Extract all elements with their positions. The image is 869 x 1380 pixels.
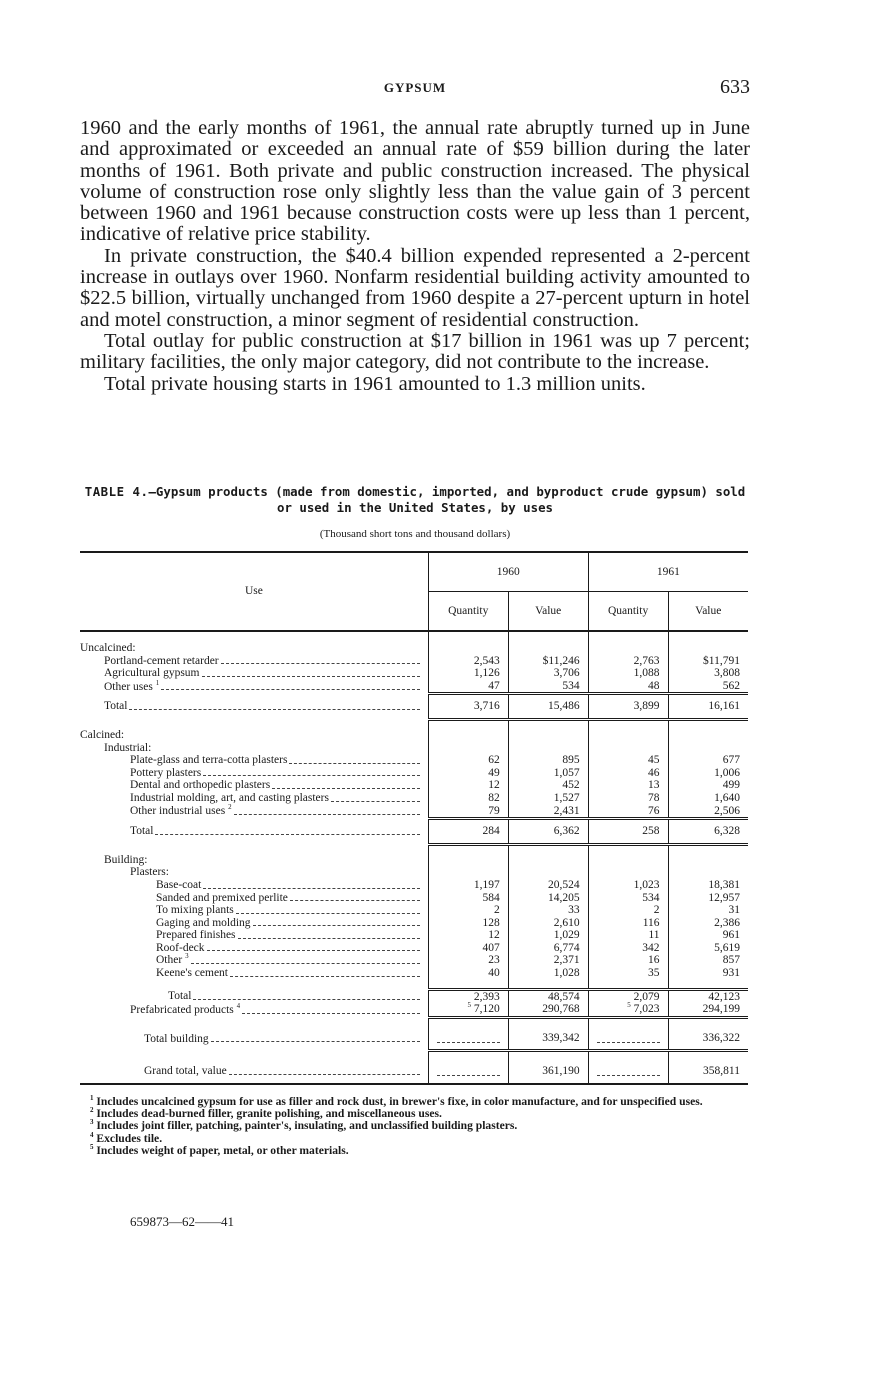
cell-value-1961: 2,506: [668, 805, 748, 819]
row-label: Other industrial uses: [130, 805, 226, 818]
cell-value-1960: 20,524: [508, 879, 588, 892]
table-row-total: [80, 1027, 748, 1051]
table-row-total: [80, 989, 748, 1003]
table-caption-text: —Gypsum products (made from domestic, imported, and byproduct crude gypsum) sold or used in the United States, by uses: [148, 484, 746, 515]
cell-value-1960: 3,706: [508, 667, 588, 680]
cell-quantity-1961: 1,023: [588, 879, 668, 892]
cell-value-1960: 33: [508, 904, 588, 917]
cell-value-1960: 6,362: [508, 819, 588, 845]
cell-value-1960: 361,190: [508, 1060, 588, 1084]
cell-value-1961: 358,811: [668, 1060, 748, 1084]
footnote-mark: 3: [185, 952, 189, 961]
cell-value-1961: 562: [668, 680, 748, 694]
footnote-mark: 2: [228, 803, 232, 812]
cell-value-1960: 895: [508, 754, 588, 767]
cell-quantity-1960: 82: [428, 792, 508, 805]
cell-quantity-1960: [428, 1027, 508, 1051]
cell-value-1960: 2,371: [508, 954, 588, 967]
table-row: [80, 667, 748, 680]
col-header-1960: 1960: [428, 552, 588, 592]
cell-value-1961: 1,006: [668, 767, 748, 780]
cell-value-1961: 1,640: [668, 792, 748, 805]
cell-quantity-1961: 2,079: [588, 989, 668, 1003]
table-row-total: [80, 694, 748, 720]
cell-value-1961: 18,381: [668, 879, 748, 892]
row-label: Other uses: [104, 680, 153, 693]
footnote-mark: 5: [90, 1142, 94, 1151]
row-label: Total: [104, 700, 128, 713]
cell-text: 7,120: [473, 1003, 500, 1016]
table-row-total: [80, 819, 748, 845]
footnote-mark: 4: [236, 1002, 241, 1011]
subsection-heading: Building:: [104, 853, 148, 866]
cell-quantity-1961: 116: [588, 917, 668, 930]
cell-value-1960: 452: [508, 779, 588, 792]
cell-value-1961: 294,199: [668, 1003, 748, 1017]
row-label: Dental and orthopedic plasters: [130, 779, 271, 792]
cell-quantity-1960: 62: [428, 754, 508, 767]
table-row-grand-total: [80, 1060, 748, 1084]
cell-value-1960: 339,342: [508, 1027, 588, 1051]
cell-value-1960: 2,431: [508, 805, 588, 819]
table-row: [80, 879, 748, 892]
cell-quantity-1960: [428, 1060, 508, 1084]
footnote-mark: 1: [90, 1094, 94, 1103]
row-label: Plate-glass and terra-cotta plasters: [130, 754, 288, 767]
footnote-mark: 2: [90, 1106, 94, 1115]
cell-value-1961: 6,328: [668, 819, 748, 845]
page-header: [80, 78, 750, 104]
cell-value-1961: 3,808: [668, 667, 748, 680]
cell-quantity-1960: 1,126: [428, 667, 508, 680]
table-row: [80, 767, 748, 780]
cell-quantity-1960: 1,197: [428, 879, 508, 892]
cell-value-1960: 15,486: [508, 694, 588, 720]
cell-value-1960: 2,610: [508, 917, 588, 930]
cell-quantity-1960: 12: [428, 779, 508, 792]
cell-quantity-1960: 2,393: [428, 989, 508, 1003]
cell-value-1961: 677: [668, 754, 748, 767]
cell-value-1961: $11,791: [668, 655, 748, 668]
cell-value-1961: 31: [668, 904, 748, 917]
footnote-text: Includes weight of paper, metal, or other materials.: [96, 1143, 349, 1157]
cell-value-1961: 5,619: [668, 942, 748, 955]
cell-quantity-1961: [588, 1027, 668, 1051]
table-row: [80, 805, 748, 819]
cell-value-1961: 12,957: [668, 892, 748, 905]
section-heading: Uncalcined:: [80, 642, 136, 654]
table-row: [80, 754, 748, 767]
row-label: Portland-cement retarder: [104, 654, 219, 667]
row-label: Prefabricated products: [130, 1004, 234, 1016]
table-row: [80, 642, 748, 655]
subsection-heading: Plasters:: [130, 866, 169, 879]
cell-value-1960: 1,028: [508, 967, 588, 980]
table-label: TABLE 4.: [84, 484, 149, 499]
table-row: [80, 929, 748, 942]
cell-value-1960: 6,774: [508, 942, 588, 955]
cell-quantity-1960: 47: [428, 680, 508, 694]
cell-quantity-1960: 128: [428, 917, 508, 930]
row-label: Sanded and premixed perlite: [156, 891, 288, 904]
row-label: To mixing plants: [156, 904, 234, 917]
cell-quantity-1961: [588, 1003, 668, 1017]
footnote-mark: 5: [467, 1001, 471, 1010]
cell-value-1961: 931: [668, 967, 748, 980]
col-header-quantity: Quantity: [428, 592, 508, 632]
row-label: Total: [168, 989, 192, 1002]
cell-quantity-1961: 342: [588, 942, 668, 955]
cell-quantity-1961: [588, 1060, 668, 1084]
cell-quantity-1960: 49: [428, 767, 508, 780]
cell-quantity-1961: 16: [588, 954, 668, 967]
cell-value-1961: 42,123: [668, 989, 748, 1003]
footnote-text: Excludes tile.: [96, 1131, 163, 1145]
cell-value-1960: $11,246: [508, 655, 588, 668]
row-label: Roof-deck: [156, 941, 205, 954]
table-row: [80, 917, 748, 930]
cell-quantity-1960: 584: [428, 892, 508, 905]
cell-quantity-1960: 23: [428, 954, 508, 967]
cell-quantity-1961: 13: [588, 779, 668, 792]
row-label: Keene's cement: [156, 967, 228, 980]
cell-value-1961: 857: [668, 954, 748, 967]
cell-quantity-1961: 1,088: [588, 667, 668, 680]
cell-quantity-1961: 11: [588, 929, 668, 942]
cell-quantity-1961: 2,763: [588, 655, 668, 668]
cell-quantity-1960: 284: [428, 819, 508, 845]
cell-value-1960: 1,029: [508, 929, 588, 942]
cell-quantity-1960: 3,716: [428, 694, 508, 720]
cell-value-1960: 14,205: [508, 892, 588, 905]
cell-quantity-1960: 2: [428, 904, 508, 917]
cell-value-1961: 499: [668, 779, 748, 792]
col-header-value: Value: [668, 592, 748, 632]
row-label: Base-coat: [156, 878, 202, 891]
footnote-mark: 1: [155, 678, 160, 687]
footnote-mark: 3: [90, 1118, 94, 1127]
footnote-mark: 5: [627, 1001, 631, 1010]
cell-quantity-1960: 12: [428, 929, 508, 942]
body-text: [80, 118, 750, 395]
cell-value-1961: 336,322: [668, 1027, 748, 1051]
cell-quantity-1960: 2,543: [428, 655, 508, 668]
table-subcaption: (Thousand short tons and thousand dollars): [319, 528, 511, 540]
cell-quantity-1961: 35: [588, 967, 668, 980]
cell-value-1961: 16,161: [668, 694, 748, 720]
subsection-heading: Industrial:: [104, 741, 152, 754]
cell-value-1960: 1,527: [508, 792, 588, 805]
table-row: [80, 967, 748, 980]
footnotes: [80, 1096, 750, 1157]
table-caption: [80, 484, 750, 516]
row-label: Grand total, value: [144, 1065, 227, 1078]
cell-value-1961: 2,386: [668, 917, 748, 930]
row-label: Gaging and molding: [156, 916, 251, 929]
cell-value-1960: 48,574: [508, 989, 588, 1003]
row-label: Prepared finishes: [156, 929, 236, 942]
print-code: 659873—62——41: [130, 1214, 234, 1229]
cell-value-1960: 1,057: [508, 767, 588, 780]
table-row: [80, 1003, 748, 1017]
table-row: [80, 742, 748, 755]
footnote: [80, 1142, 750, 1157]
row-label: Industrial molding, art, and casting plasters: [130, 791, 329, 804]
table-row: [80, 729, 748, 742]
cell-value-1960: 290,768: [508, 1003, 588, 1017]
cell-quantity-1960: [428, 1003, 508, 1017]
footnote-text: Includes joint filler, patching, painter's, insulating, and unclassified building plasters.: [96, 1119, 518, 1133]
cell-quantity-1961: 76: [588, 805, 668, 819]
running-title: GYPSUM: [383, 80, 447, 95]
cell-quantity-1961: 48: [588, 680, 668, 694]
cell-quantity-1961: 46: [588, 767, 668, 780]
table-row: [80, 954, 748, 967]
row-label: Total: [130, 825, 154, 838]
cell-quantity-1961: 78: [588, 792, 668, 805]
row-label: Total building: [144, 1032, 209, 1045]
table-row: [80, 866, 748, 879]
table-row: [80, 892, 748, 905]
table-row: [80, 680, 748, 694]
cell-quantity-1961: 2: [588, 904, 668, 917]
table-row: [80, 779, 748, 792]
row-label: Agricultural gypsum: [104, 667, 200, 680]
section-heading: Calcined:: [80, 728, 125, 741]
paragraph: Total private housing starts in 1961 amounted to 1.3 million units.: [104, 372, 646, 395]
cell-quantity-1961: 3,899: [588, 694, 668, 720]
col-header-quantity: Quantity: [588, 592, 668, 632]
paragraph: In private construction, the $40.4 billion expended represented a 2-percent increase in outlays over 1960. Nonfarm residential building activity amounted to $22.5 billion, virtually unchanged from 1960 despite a 27-percent upturn in hotel and motel construction, a minor segment of residential construction.: [80, 244, 750, 331]
cell-quantity-1961: 534: [588, 892, 668, 905]
table-row: [80, 655, 748, 668]
col-header-value: Value: [508, 592, 588, 632]
cell-quantity-1960: 407: [428, 942, 508, 955]
row-label: Other: [156, 954, 183, 967]
table-row: [80, 904, 748, 917]
col-header-use: Use: [80, 552, 428, 631]
cell-quantity-1961: 45: [588, 754, 668, 767]
table-row: [80, 792, 748, 805]
footnote: [80, 1120, 750, 1132]
row-label: Pottery plasters: [130, 766, 202, 779]
cell-value-1960: 534: [508, 680, 588, 694]
cell-quantity-1960: 40: [428, 967, 508, 980]
paragraph: 1960 and the early months of 1961, the annual rate abruptly turned up in June and approximated or exceeded an annual rate of $59 billion during the later months of 1961. Both private and public construction increased. The physical volume of construction rose only slightly less than the value gain of 3 percent between 1960 and 1961 because construction costs were up less than 1 percent, indicative of relative price stability.: [80, 117, 750, 246]
col-header-1961: 1961: [588, 552, 748, 592]
page-number: 633: [720, 76, 750, 98]
paragraph: Total outlay for public construction at $17 billion in 1961 was up 7 percent; military facilities, the only major category, did not contribute to the increase.: [80, 329, 750, 374]
footnote-text: Includes uncalcined gypsum for use as filler and rock dust, in brewer's fixe, in color manufacture, and for unspecified uses.: [96, 1095, 703, 1108]
footnote-mark: 4: [90, 1130, 94, 1139]
footnote-text: Includes dead-burned filler, granite polishing, and miscellaneous uses.: [96, 1107, 442, 1121]
cell-text: 7,023: [633, 1003, 660, 1016]
table-row: [80, 942, 748, 955]
cell-value-1961: 961: [668, 929, 748, 942]
table-row: [80, 854, 748, 867]
cell-quantity-1960: 79: [428, 805, 508, 819]
cell-quantity-1961: 258: [588, 819, 668, 845]
gypsum-products-table: [80, 551, 748, 1085]
